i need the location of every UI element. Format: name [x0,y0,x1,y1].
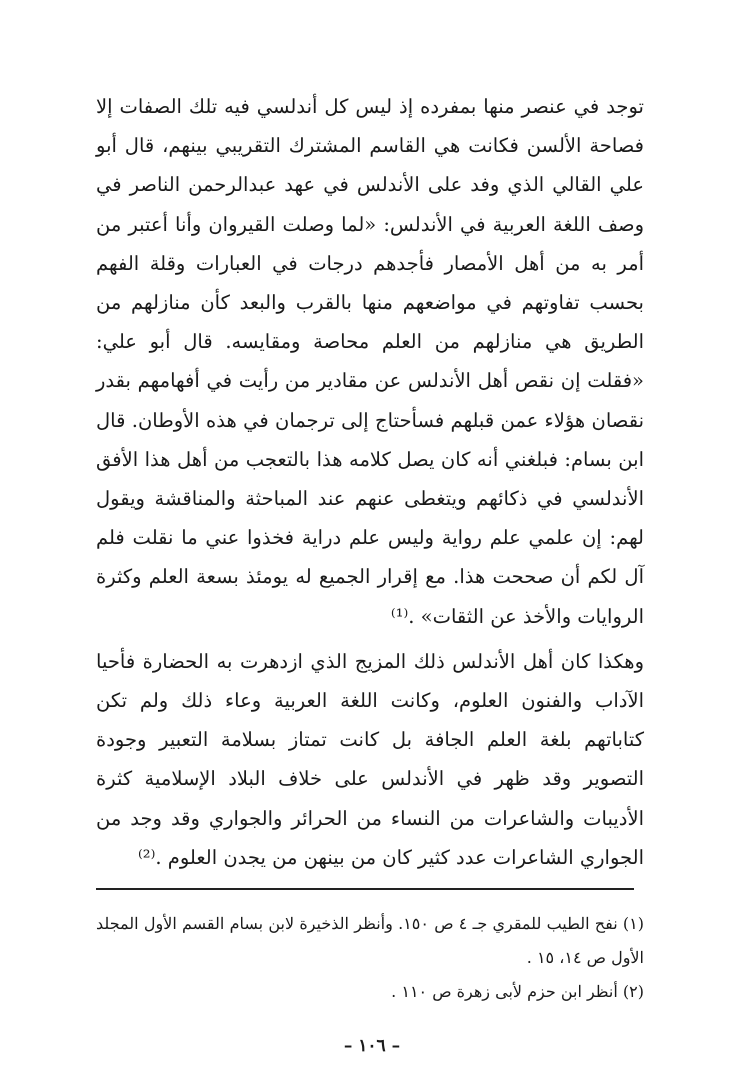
main-text [96,87,644,877]
footnotes [96,907,644,1009]
footnote-separator [96,888,634,890]
footnote-1: (١) نفح الطيب للمقري جـ ٤ ص ١٥٠. وأنظر الذخيرة لابن بسام القسم الأول المجلد الأول ص ١٤، ١٥ . [96,914,645,967]
paragraph-1: توجد في عنصر منها بمفرده إذ ليس كل أندلسي فيه تلك الصفات إلا فصاحة الألسن فكانت هي القاسم المشترك التقريبي بينهم، قال أبو علي القالي الذي وفد على الأندلس في عهد عبدالرحمن الناصر في وصف اللغة العربية في الأندلس: «لما وصلت القيروان وأنا أعتبر من أمر به من أهل الأمصار فأجدهم درجات في العبارات وقلة الفهم بحسب تفاوتهم في مواضعهم منها بالقرب والبعد كأن منازلهم من الطريق هي منازلهم من العلم محاصة ومقايسه. قال أبو علي: «فقلت إن نقص أهل الأندلس عن مقادير من رأيت في أفهامهم بقدر نقصان هؤلاء عمن قبلهم فسأحتاج إلى ترجمان في هذه الأوطان. قال ابن بسام: فبلغني أنه كان يصل كلامه هذا بالتعجب من أهل هذا الأفق الأندلسي في ذكائهم ويتغطى عنهم عند المباحثة والمناقشة ويقول لهم: إن علمي علم رواية وليس علم دراية فخذوا عني ما نقلت فلم آل لكم أن صححت هذا. مع إقرار الجميع له يومئذ بسعة العلم وكثرة الروايات والأخذ عن الثقات» .⁽¹⁾ [96,95,644,628]
page-number: – ١٠٦ – [343,1036,401,1056]
paragraph-2: وهكذا كان أهل الأندلس ذلك المزيج الذي ازدهرت به الحضارة فأحيا الآداب والفنون العلوم، وكانت اللغة العربية وعاء ذلك ولم تكن كتاباتهم بلغة العلم الجافة بل كانت تمتاز بسلامة التعبير وجودة التصوير وقد ظهر في الأندلس على خلاف البلاد الإسلامية كثرة الأديبات والشاعرات من النساء من الحرائر والجواري وقد وجد من الجواري الشاعرات عدد كثير كان من بينهن من يجدن العلوم .⁽²⁾ [96,649,644,869]
footnote-2: (٢) أنظر ابن حزم لأبى زهرة ص ١١٠ . [391,982,644,1001]
